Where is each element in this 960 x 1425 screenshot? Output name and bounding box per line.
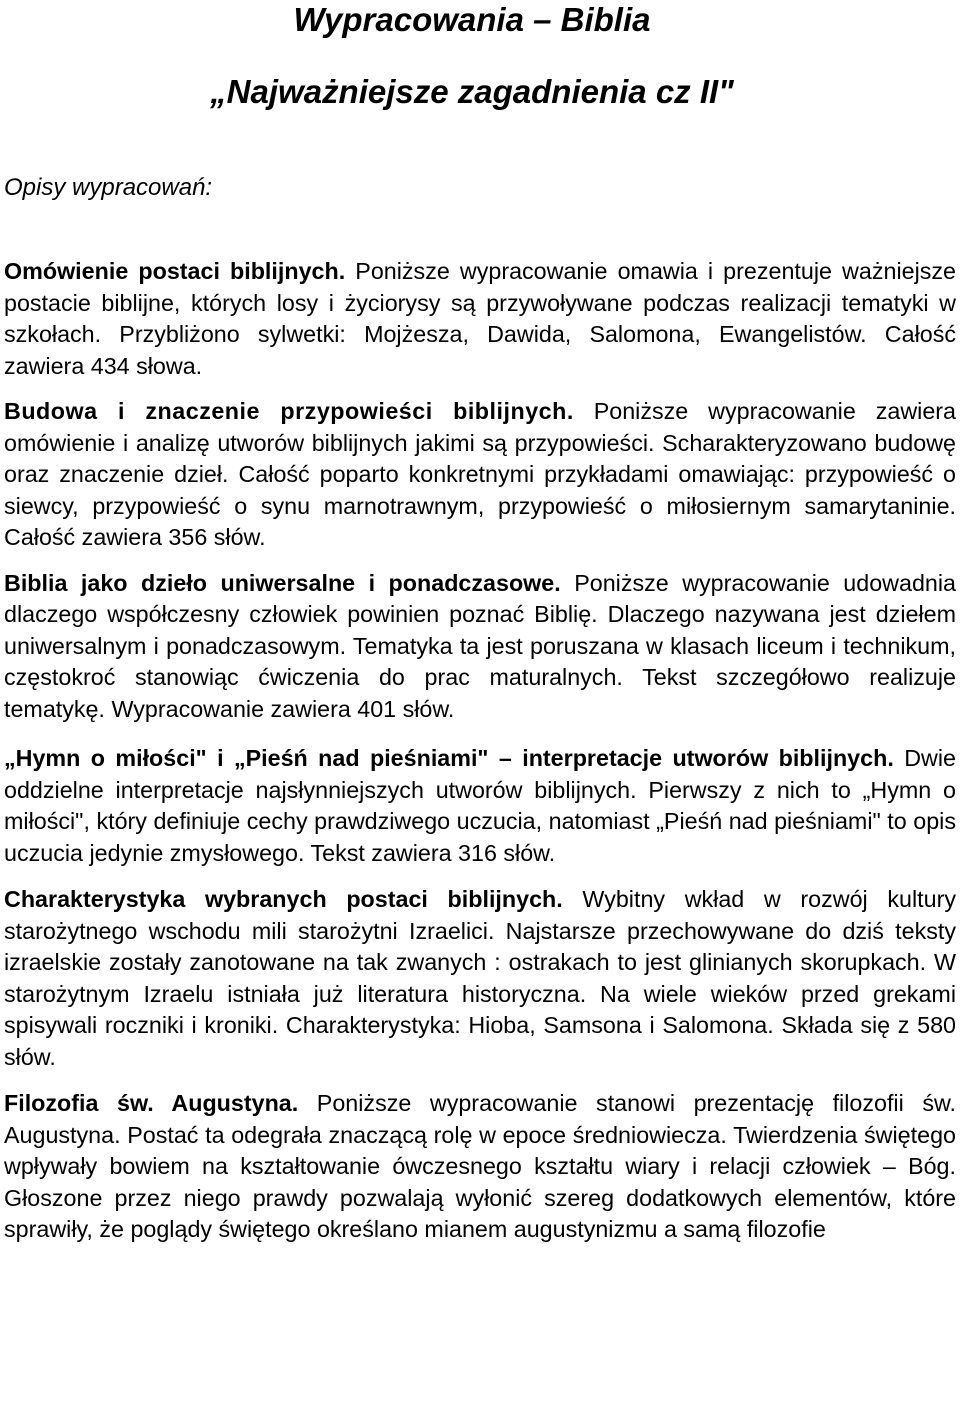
essay-heading: Budowa i znaczenie przypowieści biblijnych. <box>4 398 574 424</box>
document-page <box>4 0 956 1246</box>
essay-summary: Wybitny wkład w rozwój kultury starożytnego wschodu mili starożytni Izraelici. Najstarsze przechowywane do dziś teksty izraelskie zostały zanotowane na tak zwanych : ostrakach to jest glinianych skorupkach. W starożytnym Izraelu istniała już literatura historyczna. Na wiele wieków przed grekami spisywali roczniki i kroniki. Charakterystyka: Hioba, Samsona i Salomona. Składa się z 580 słów. <box>4 886 956 1070</box>
essay-description <box>4 884 956 1073</box>
essay-summary: Dwie oddzielne interpretacje najsłynniejszych utworów biblijnych. Pierwszy z nich to „Hymn o miłości", który definiuje cechy prawdziwego uczucia, natomiast „Pieśń nad pieśniami" to opis uczucia jedynie zmysłowego. Tekst zawiera 316 słów. <box>4 745 956 866</box>
essay-description <box>4 568 956 726</box>
essay-summary: Poniższe wypracowanie stanowi prezentację filozofii św. Augustyna. Postać ta odegrała znaczącą rolę w epoce średniowiecza. Twierdzenia świętego wpływały bowiem na kształtowanie ówczesnego kształtu wiary i relacji człowiek – Bóg. Głoszone przez niego prawdy pozwalają wyłonić szereg dodatkowych elementów, które sprawiły, że poglądy świętego określano mianem augustynizmu a samą filozofie <box>4 1090 956 1242</box>
essay-heading: Charakterystyka wybranych postaci biblijnych. <box>4 886 563 912</box>
section-label: Opisy wypracowań: <box>4 174 213 201</box>
essay-heading: Biblia jako dzieło uniwersalne i ponadczasowe. <box>4 569 561 596</box>
essay-description <box>4 256 956 382</box>
essay-summary: Poniższe wypracowanie udowadnia dlaczego współczesny człowiek powinien poznać Biblię. Dlaczego nazywana jest dziełem uniwersalnym i ponadczasowym. Tematyka ta jest poruszana w klasach liceum i technikum, częstokroć stanowiąc ćwiczenia do prac maturalnych. Tekst szczegółowo realizuje tematykę. Wypracowanie zawiera 401 słów. <box>4 569 956 722</box>
essay-heading: Omówienie postaci biblijnych. <box>4 258 346 284</box>
essay-summary: Poniższe wypracowanie omawia i prezentuje ważniejsze postacie biblijne, których losy i życiorysy są przywoływane podczas realizacji tematyki w szkołach. Przybliżono sylwetki: Mojżesza, Dawida, Salomona, Ewangelistów. Całość zawiera 434 słowa. <box>4 258 957 379</box>
essay-summary: Poniższe wypracowanie zawiera omówienie i analizę utworów biblijnych jakimi są przypowieści. Scharakteryzowano budowę oraz znaczenie dzieł. Całość poparto konkretnymi przykładami omawiając: przypowieść o siewcy, przypowieść o synu marnotrawnym, przypowieść o miłosiernym samarytaninie. Całość zawiera 356 słów. <box>4 398 957 550</box>
document-subtitle: „Najważniejsze zagadnienia cz II" <box>210 73 734 110</box>
essay-description <box>4 743 956 869</box>
essay-description <box>4 396 956 554</box>
essay-heading: „Hymn o miłości" i „Pieśń nad pieśniami" – interpretacje utworów biblijnych. <box>4 745 894 771</box>
document-title: Wypracowania – Biblia <box>293 1 651 38</box>
essay-heading: Filozofia św. Augustyna. <box>4 1090 299 1116</box>
essay-description <box>4 1088 956 1246</box>
